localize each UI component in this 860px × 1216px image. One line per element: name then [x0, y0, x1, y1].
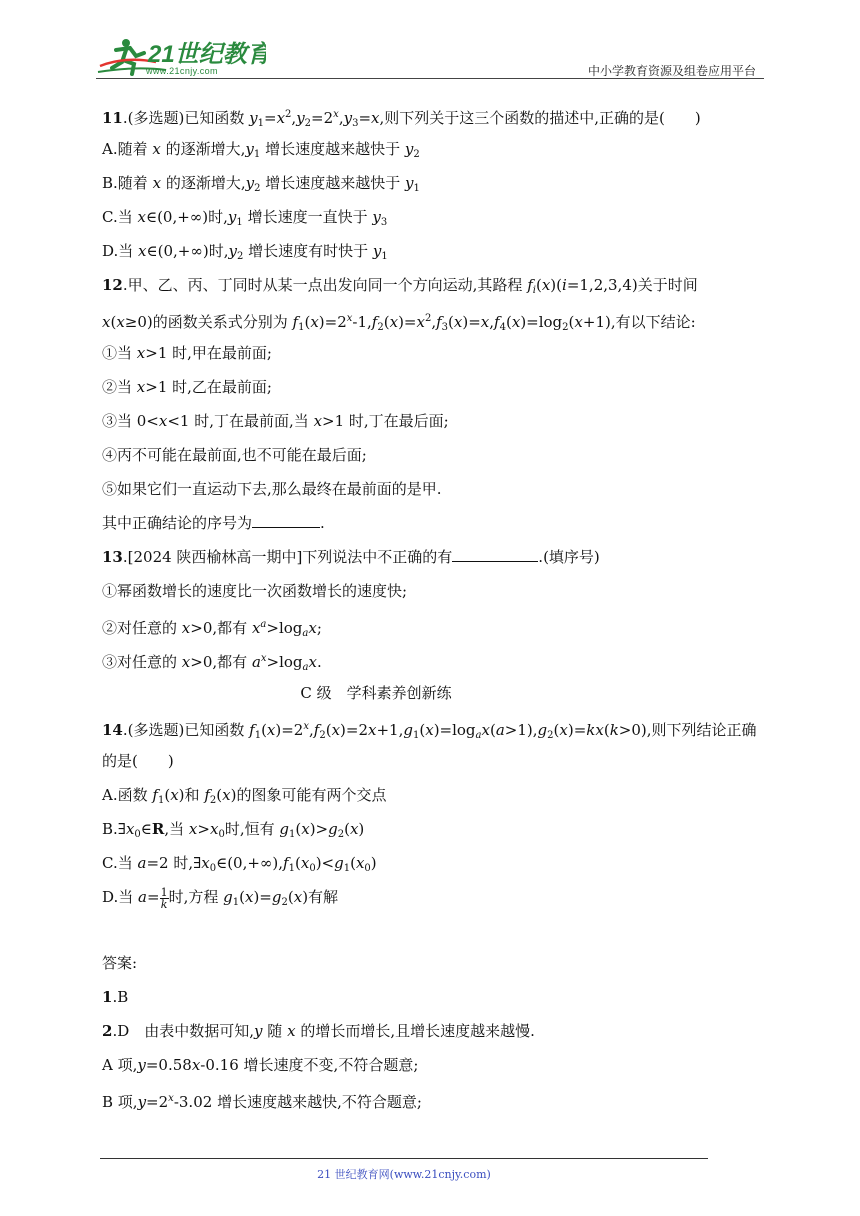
fraction-1-over-k: $\frac{1}{k}$ — [160, 885, 168, 911]
answer-blank[interactable] — [252, 513, 320, 528]
question-12-item-3: ③当 0<x<1 时,丁在最前面,当 x>1 时,丁在最后面; — [102, 412, 449, 430]
question-11-stem: 11.(多选题)已知函数 $y_1=x^2,y_2=2^x,y_3=x$,则下列关于这三个函数的描述中,正确的是( ) — [102, 109, 701, 129]
question-14-stem-2: 的是( ) — [102, 752, 174, 770]
question-14-option-c: C.当 a=2 时$,\exists x_0\in(0,+\infty),f_1(x_0)<g_1(x_0)$ — [102, 854, 377, 874]
main-content — [102, 98, 770, 1116]
question-11-option-d: D.当 x∈(0,+∞)时$,y_2$ 增长速度有时快于 $y_1$ — [102, 242, 388, 262]
question-12-ask: 其中正确结论的序号为 . — [102, 514, 325, 532]
question-14-option-d: D.当 a= $\frac{1}{k}$ 时,方程 $g_1(x)=g_2(x)$有解 — [102, 885, 339, 911]
header-divider — [96, 78, 764, 79]
question-13-item-3: ③对任意的 x>0,都有 $a^x>\log_ax$. — [102, 653, 322, 673]
question-13-stem: 13.[2024 陕西榆林高一期中]下列说法中不正确的有 .(填序号) — [102, 548, 600, 566]
question-14-option-b: $B.\exists x_0\in R$,当 $x>x_0$时,恒有 $g_1(x)>g_2(x)$ — [102, 820, 365, 840]
question-14-option-a: A.函数 $f_1(x)$和 $f_2(x)$的图象可能有两个交点 — [102, 786, 387, 806]
question-11-option-c: C.当 x∈(0,+∞)时$,y_1$ 增长速度一直快于 $y_3$ — [102, 208, 388, 228]
answer-blank[interactable] — [452, 547, 538, 562]
question-14-stem: 14.(多选题)已知函数 $f_1(x)=2^x,f_2(x)=2x+1,g_1(x)=\log_ax(a>1),g_2(x)=kx(k>0)$,则下列结论正确 — [102, 721, 757, 741]
header-platform-text: 中小学教育资源及组卷应用平台 — [587, 64, 756, 78]
question-12-item-2: ②当 x>1 时,乙在最前面; — [102, 378, 272, 396]
question-12-stem: 12.甲、乙、丙、丁同时从某一点出发向同一个方向运动,其路程 $f_i(x)(i=1,2,3,4)$关于时间 — [102, 276, 698, 296]
answer-1: 1.B — [102, 988, 129, 1006]
footer-divider — [100, 1158, 708, 1159]
footer-text: 21 世纪教育网(www.21cnjy.com) — [317, 1168, 491, 1181]
answer-2: 2.D 由表中数据可知,y 随 x 的增长而增长,且增长速度越来越慢. — [102, 1022, 535, 1040]
question-11-option-b: B.随着 x 的逐渐增大$,y_2$ 增长速度越来越快于 $y_1$ — [102, 174, 420, 194]
question-13-item-1: ①幂函数增长的速度比一次函数增长的速度快; — [102, 582, 408, 600]
section-c-title: C 级 学科素养创新练 — [300, 684, 452, 702]
question-12-item-5: ⑤如果它们一直运动下去,那么最终在最前面的是甲. — [102, 480, 442, 498]
question-11-option-a: A.随着 x 的逐渐增大$,y_1$ 增长速度越来越快于 $y_2$ — [102, 140, 420, 160]
site-logo — [96, 36, 266, 78]
answers-label: 答案: — [102, 954, 138, 972]
answer-2-option-b: B 项$,y=2^x-3.02$ 增长速度越来越快,不符合题意; — [102, 1093, 422, 1111]
page-header — [96, 36, 764, 80]
logo-url: www.21cnjy.com — [146, 66, 218, 76]
question-12-item-1: ①当 x>1 时,甲在最前面; — [102, 344, 272, 362]
logo-text: 21世纪教育 — [148, 41, 266, 68]
question-12-item-4: ④丙不可能在最前面,也不可能在最后面; — [102, 446, 367, 464]
question-13-item-2: ②对任意的 x>0,都有 $x^a>\log_ax$; — [102, 619, 322, 639]
question-12-stem-2: x(x≥0)的函数关系式分别为 $f_1(x)=2^x-1,f_2(x)=x^2,f_3(x)=x,f_4(x)=\log_2(x+1)$,有以下结论: — [102, 313, 696, 333]
answer-2-option-a: A 项,y=0.58x-0.16 增长速度不变,不符合题意; — [102, 1056, 419, 1074]
